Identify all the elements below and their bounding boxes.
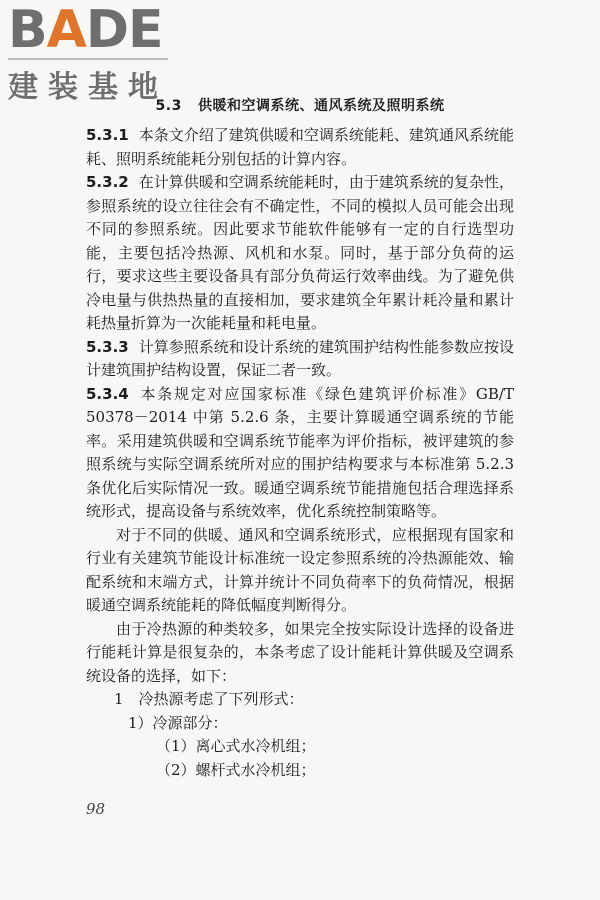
body-paragraph: 对于不同的供暖、通风和空调系统形式，应根据现有国家和行业有关建筑节能设计标准统一设定参照系统的冷热源能效、输配系统和末端方式，计算并统计不同负荷率下的负荷情况，根据暖通空调系统能耗的降低幅度判断得分。 xyxy=(86,525,514,614)
clause-text: 本条规定对应国家标准《绿色建筑评价标准》GB/T 50378－2014 中第 5.2.6 条，主要计算暖通空调系统的节能率。采用建筑供暖和空调系统节能率为评价指标，被评建筑的参照系统与实际空调系统所对应的围护结构要求与本标准第 5.2.3 条优化后实际情况一致。暖通空调系统节能措施包括合理选择系统形式，提高设备与系统效率，优化系统控制策略等。 xyxy=(86,384,514,520)
document-body xyxy=(86,124,514,782)
clause-number: 5.3.2 xyxy=(86,173,129,191)
clause-5-3-2 xyxy=(86,171,514,336)
list-item: （1）离心式水冷机组； xyxy=(156,737,316,755)
logo-letter-a: A xyxy=(46,0,86,60)
section-title: 供暖和空调系统、通风系统及照明系统 xyxy=(197,98,445,114)
clause-5-3-3 xyxy=(86,336,514,383)
page-number: 98 xyxy=(86,800,106,818)
body-paragraph: 由于冷热源的种类较多，如果完全按实际设计选择的设备进行能耗计算是很复杂的，本条考虑了设计能耗计算供暖及空调系统设备的选择，如下： xyxy=(86,619,514,685)
section-heading xyxy=(0,95,600,115)
clause-number: 5.3.3 xyxy=(86,337,129,356)
logo xyxy=(8,0,188,106)
logo-wordmark xyxy=(8,0,188,60)
clause-text: 在计算供暖和空调系统能耗时，由于建筑系统的复杂性，参照系统的设立往往会有不确定性，不同的模拟人员可能会出现不同的参照系统。因此要求节能软件能够有一定的自行选型功能，主要包括冷热源、风机和水泵。同时，基于部分负荷的运行，要求这些主要设备具有部分负荷运行效率曲线。为了避免供冷电量与供热热量的直接相加，要求建筑全年累计耗冷量和累计耗热量折算为一次能耗量和耗电量。 xyxy=(86,173,514,332)
clause-text: 计算参照系统和设计系统的建筑围护结构性能参数应按设计建筑围护结构设置，保证二者一致。 xyxy=(86,337,514,379)
clause-5-3-4 xyxy=(86,383,514,524)
clause-number: 5.3.4 xyxy=(86,384,129,403)
logo-letter-b: B xyxy=(8,0,47,60)
clause-number: 5.3.1 xyxy=(86,126,129,144)
list-item: （2）螺杆式水冷机组； xyxy=(156,760,316,779)
clause-text: 本条文介绍了建筑供暖和空调系统能耗、建筑通风系统能耗、照明系统能耗分别包括的计算内容。 xyxy=(86,126,514,168)
clause-5-3-1 xyxy=(86,124,514,171)
section-number: 5.3 xyxy=(155,98,182,114)
logo-subtitle: 建装基地 xyxy=(8,70,168,105)
list-item: 1 冷热源考虑了下列形式： xyxy=(114,690,304,708)
list-item: 1）冷源部分： xyxy=(128,713,228,732)
logo-letters-de: DE xyxy=(85,0,163,60)
